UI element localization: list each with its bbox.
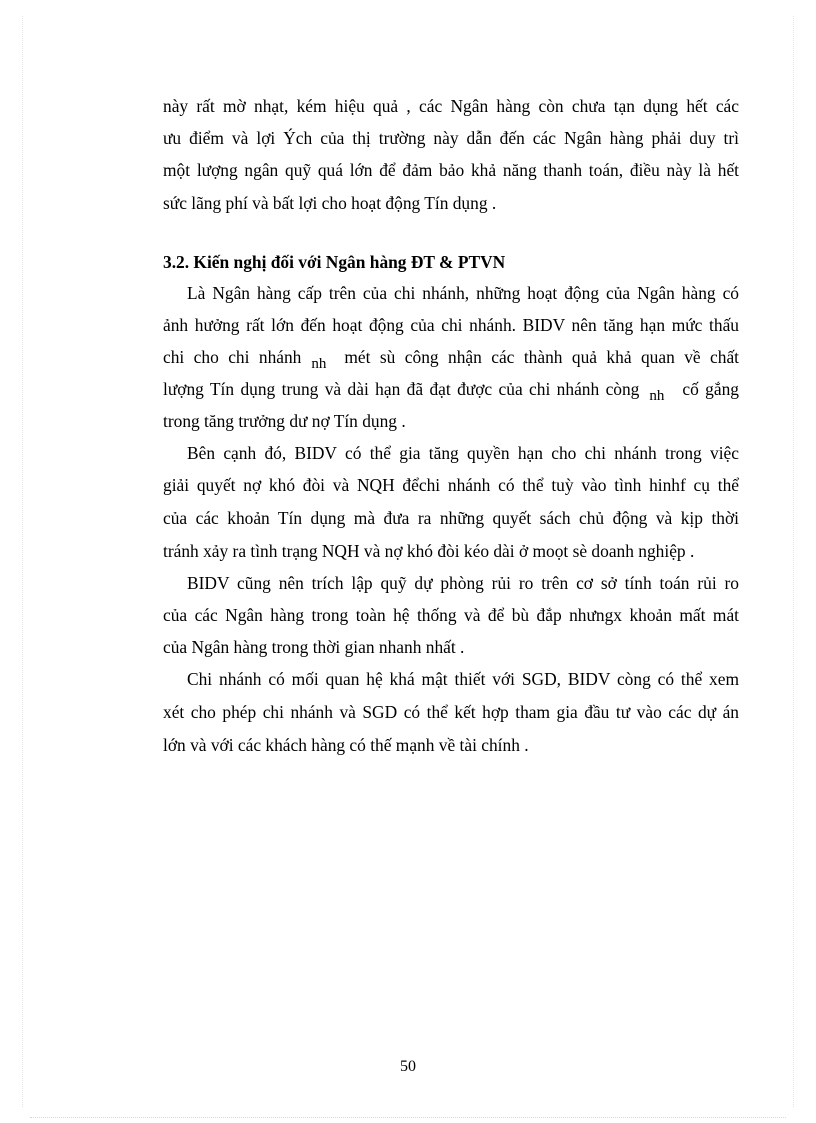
body-text: lượng Tín dụng trung và dài hạn đã đạt được của chi nhánh còng xyxy=(163,379,640,399)
body-line xyxy=(163,343,739,371)
body-line: này rất mờ nhạt, kém hiệu quả , các Ngân hàng còn chưa tạn dụng hết các xyxy=(163,96,739,116)
page-number: 50 xyxy=(400,1058,416,1075)
subscript-text: nh xyxy=(649,388,665,404)
body-line: Bên cạnh đó, BIDV có thể gia tăng quyền hạn cho chi nhánh trong việc xyxy=(187,443,739,463)
body-line: một lượng ngân quỹ quá lớn để đảm bảo khả năng thanh toán, điều này là hết xyxy=(163,160,739,180)
body-line: BIDV cũng nên trích lập quỹ dự phòng rủi ro trên cơ sở tính toán rủi ro xyxy=(187,573,739,593)
body-line: ảnh hưởng rất lớn đến hoạt động của chi nhánh. BIDV nên tăng hạn mức thấu xyxy=(163,315,739,335)
body-line: của các Ngân hàng trong toàn hệ thống và để bù đắp nhưngx khoản mất mát xyxy=(163,605,739,625)
body-line: lớn và với các khách hàng có thế mạnh về tài chính . xyxy=(163,735,529,755)
body-text: mét sù công nhận các thành quả khả quan về chất xyxy=(344,347,739,367)
body-line: trong tăng trưởng dư nợ Tín dụng . xyxy=(163,411,406,431)
body-line: của các khoản Tín dụng mà đưa ra những quyết sách chủ động và kịp thời xyxy=(163,508,739,528)
body-line: Là Ngân hàng cấp trên của chi nhánh, những hoạt động của Ngân hàng có xyxy=(187,283,739,303)
body-line: của Ngân hàng trong thời gian nhanh nhất . xyxy=(163,637,465,657)
page-bottom-divider xyxy=(30,1117,786,1118)
body-line xyxy=(163,375,739,403)
body-line: ưu điểm và lợi Ých của thị trường này dẫn đến các Ngân hàng phải duy trì xyxy=(163,128,739,148)
body-text: chi cho chi nhánh xyxy=(163,347,302,367)
body-text: cố gắng xyxy=(682,379,739,399)
body-line: giải quyết nợ khó đòi và NQH đểchi nhánh có thể tuỳ vào tình hinhf cụ thể xyxy=(163,475,739,495)
body-line: Chi nhánh có mối quan hệ khá mật thiết với SGD, BIDV còng có thể xem xyxy=(187,669,739,689)
section-heading: 3.2. Kiến nghị đối với Ngân hàng ĐT & PTVN xyxy=(163,252,506,272)
body-line: tránh xảy ra tình trạng NQH và nợ khó đòi kéo dài ở moọt sè doanh nghiệp . xyxy=(163,541,695,561)
body-line: xét cho phép chi nhánh và SGD có thể kết hợp tham gia đầu tư vào các dự án xyxy=(163,702,739,722)
subscript-text: nh xyxy=(311,356,327,372)
body-line: sức lãng phí và bất lợi cho hoạt động Tín dụng . xyxy=(163,193,497,213)
